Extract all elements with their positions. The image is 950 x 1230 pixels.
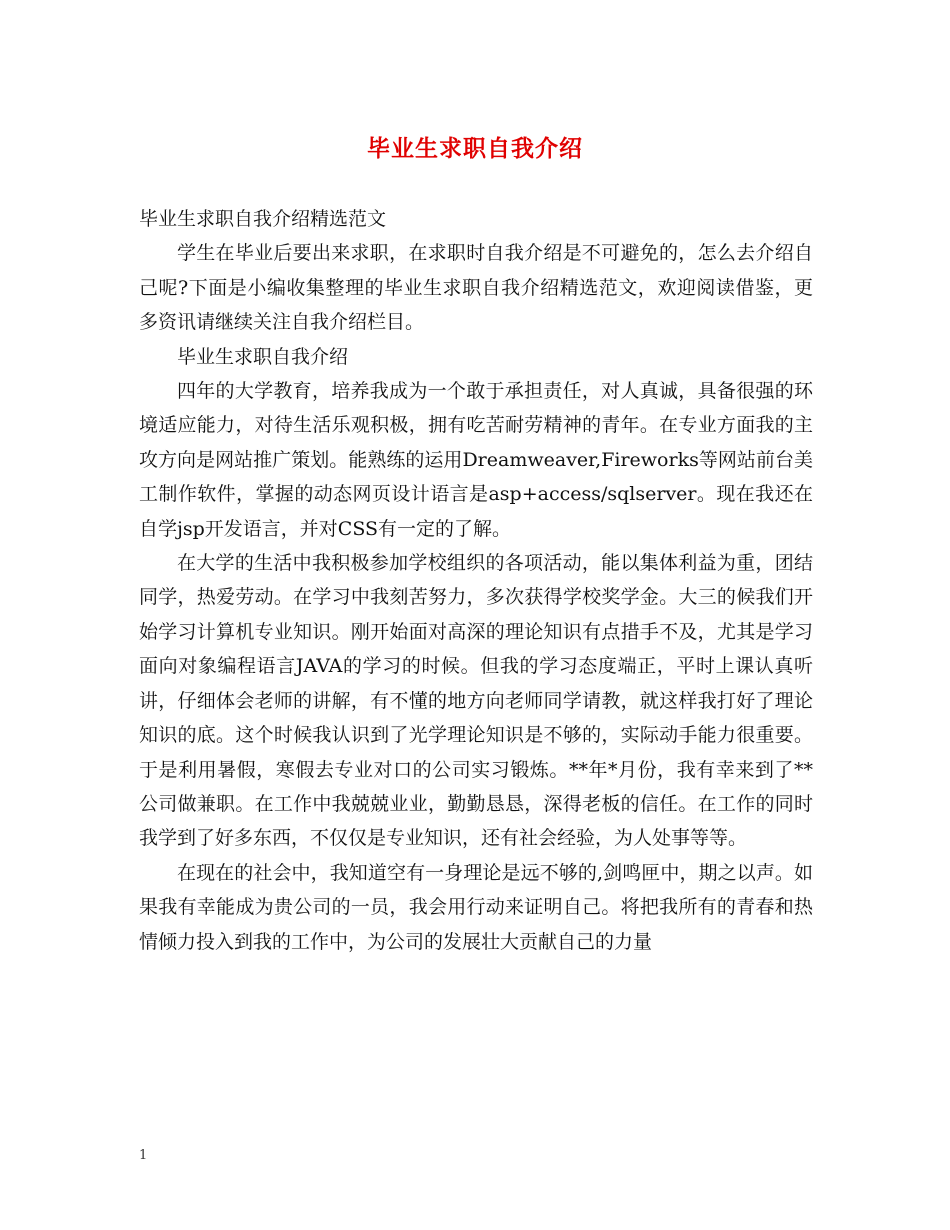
- paragraph-subtitle: 毕业生求职自我介绍精选范文: [139, 208, 387, 230]
- page-number: 1: [139, 1148, 148, 1163]
- paragraph-education: 四年的大学教育，培养我成为一个敢于承担责任，对人真诚，具备很强的环境适应能力，对待生活乐观积极，拥有吃苦耐劳精神的青年。在专业方面我的主攻方向是网站推广策划。能熟练的运用Dreamweaver,Fireworks等网站前台美工制作软件，掌握的动态网页设计语言是asp+access/sqlserver。现在我还在自学jsp开发语言，并对CSS有一定的了解。: [139, 380, 813, 540]
- paragraph-intro: 学生在毕业后要出来求职，在求职时自我介绍是不可避免的，怎么去介绍自己呢?下面是小编收集整理的毕业生求职自我介绍精选范文，欢迎阅读借鉴，更多资讯请继续关注自我介绍栏目。: [139, 242, 813, 334]
- document-body: [139, 202, 813, 959]
- document-title: 毕业生求职自我介绍: [367, 135, 583, 162]
- paragraph-closing: 在现在的社会中，我知道空有一身理论是远不够的,剑鸣匣中，期之以声。如果我有幸能成为贵公司的一员，我会用行动来证明自己。将把我所有的青春和热情倾力投入到我的工作中，为公司的发展壮大贡献自己的力量: [139, 861, 813, 953]
- paragraph-university-life: 在大学的生活中我积极参加学校组织的各项活动，能以集体利益为重，团结同学，热爱劳动。在学习中我刻苦努力，多次获得学校奖学金。大三的候我们开始学习计算机专业知识。刚开始面对高深的理论知识有点措手不及，尤其是学习面向对象编程语言JAVA的学习的时候。但我的学习态度端正，平时上课认真听讲，仔细体会老师的讲解，有不懂的地方向老师同学请教，就这样我打好了理论知识的底。这个时候我认识到了光学理论知识是不够的，实际动手能力很重要。于是利用暑假，寒假去专业对口的公司实习锻炼。**年*月份，我有幸来到了**公司做兼职。在工作中我兢兢业业，勤勤恳恳，深得老板的信任。在工作的同时我学到了好多东西，不仅仅是专业知识，还有社会经验，为人处事等等。: [139, 552, 813, 850]
- paragraph-heading: 毕业生求职自我介绍: [177, 345, 349, 368]
